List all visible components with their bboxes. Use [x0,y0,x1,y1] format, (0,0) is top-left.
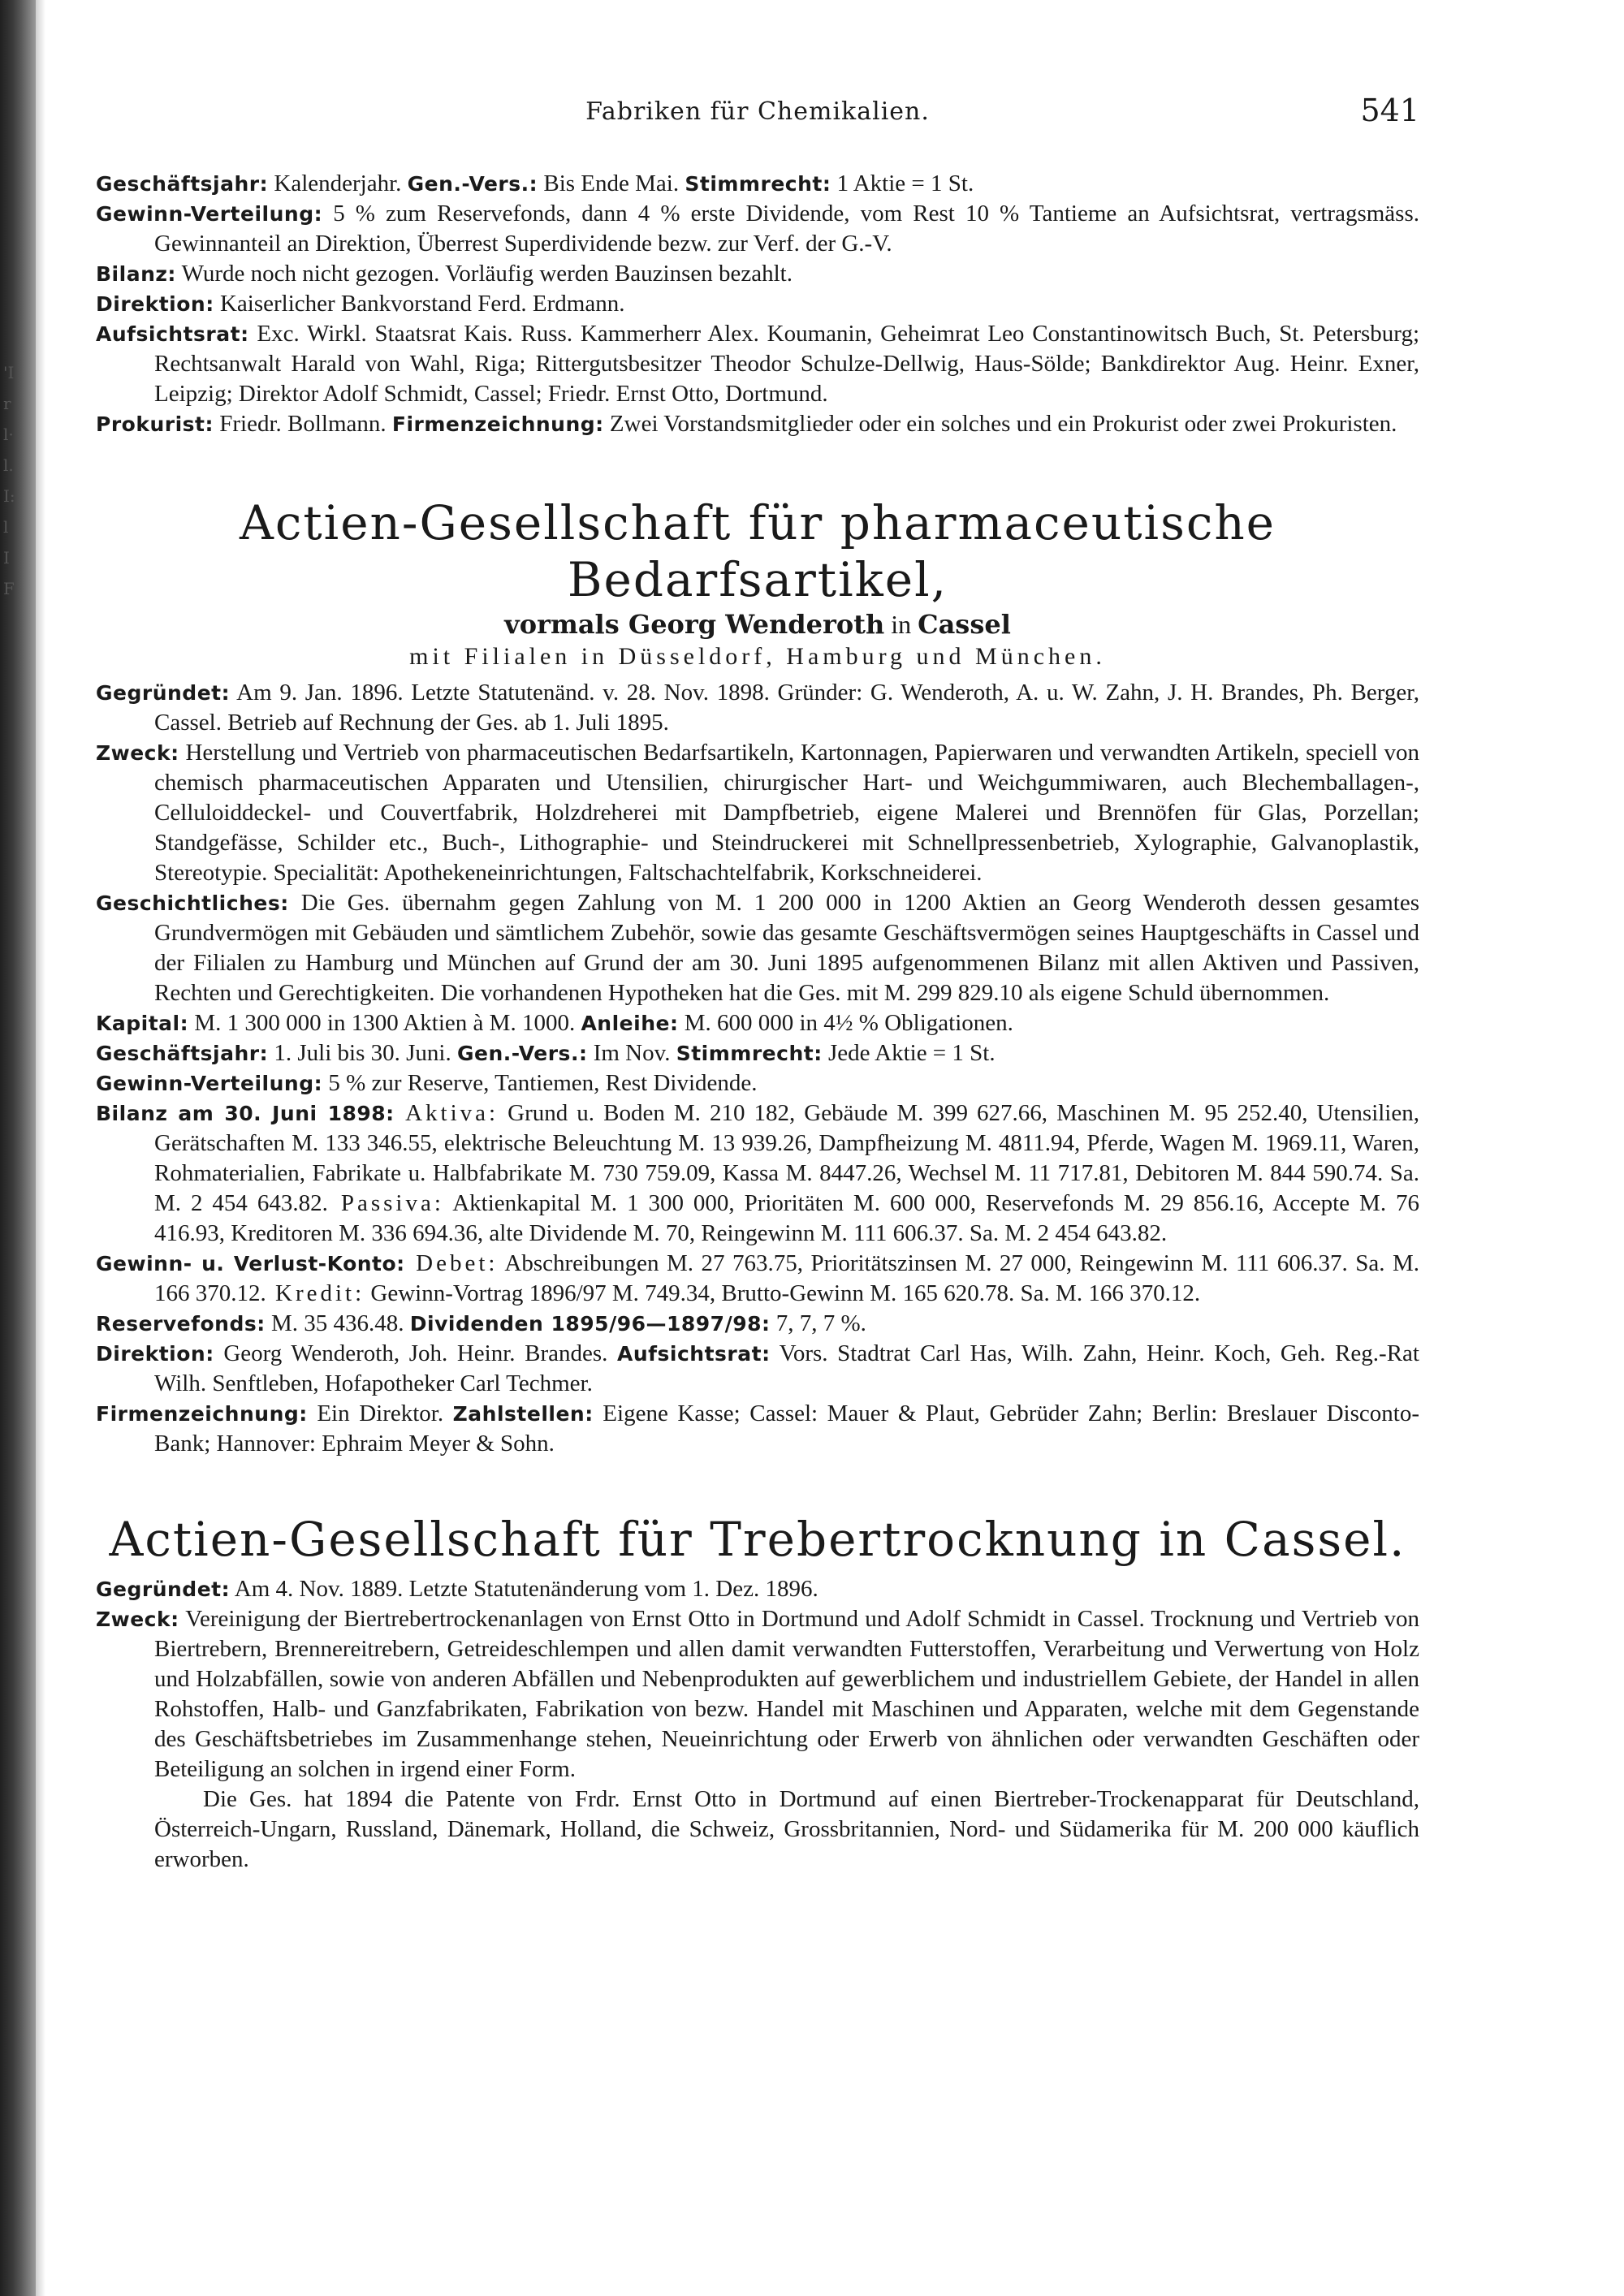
entry-label: Zahlstellen: [452,1402,594,1426]
entry-geschaeftsjahr [96,1038,1419,1068]
entry-text: M. 1 300 000 in 1300 Aktien à M. 1000. [188,1010,581,1036]
entry-text: Abschreibungen M. 27 763.75, Prioritätszinsen M. 27 000, Reingewinn M. 111 606.37. Sa. M. 166 370.12. [154,1250,1419,1306]
company-title: Actien-Gesellschaft für pharmaceutische Bedarfsartikel, [239,495,1276,607]
entry-label: Zweck: [96,741,179,765]
entry-text: Georg Wenderoth, Joh. Heinr. Brandes. [214,1340,617,1366]
entry-bilanz [96,259,1419,289]
entry-text: Friedr. Bollmann. [213,411,392,437]
entry-text: Grund u. Boden M. 210 182, Gebäude M. 399 627.66, Maschinen M. 95 252.40, Utensilien, Gerätschaften M. 133 346.55, elektrische Beleuchtung M. 13 939.26, Dampfheizung M. 4811.94, Pferde, Wagen M. 1969.11, Waren, Rohmaterialien, Fabrikate u. Halbfabrikate M. 730 759.09, Kassa M. 8447.26, Wechsel M. 11 717.81, Debitoren M. 844 590.74. Sa. M. 2 454 643.82. [154,1100,1419,1216]
entry-gewinn-verteilung [96,1068,1419,1098]
entry-label: Geschichtliches: [96,891,289,915]
entry-text: Die Ges. übernahm gegen Zahlung von M. 1 200 000 in 1200 Aktien an Georg Wenderoth dessen gesamtes Grundvermögen mit Gebäuden und sämtlichem Zubehör, sowie das gesamte Geschäftsvermögen seines Hauptgeschäfts in Cassel und der Filialen zu Hamburg und München auf Grund der am 30. Juni 1895 aufgenommenen Bilanz mit allen Aktiven und Passiven, Rechten und Gerechtigkeiten. Die vorhandenen Hypotheken hat die Ges. mit M. 299 829.10 als eigene Schuld übernommen. [154,890,1419,1006]
entry-label: Bilanz: [96,262,176,286]
margin-mark: F [3,579,15,598]
entry-text: Aktienkapital M. 1 300 000, Prioritäten M. 600 000, Reservefonds M. 29 856.16, Accepte M. 76 416.93, Kreditoren M. 336 694.36, alte Dividende M. 70, Reingewinn M. 111 606.37. Sa. M. 2 454 643.82. [154,1190,1420,1246]
entry-subheading: Passiva: [327,1190,444,1216]
entry-label: Bilanz am 30. Juni 1898: [96,1102,395,1125]
margin-mark: 'I [3,363,15,382]
entry-text: 1 Aktie = 1 St. [831,170,974,196]
entry-label: Direktion: [96,292,214,316]
entry-bilanz-1898 [96,1098,1419,1249]
entry-label: Direktion: [96,1342,214,1366]
entry-text: Ein Direktor. [307,1400,453,1426]
margin-mark: r [3,394,11,413]
entry-text: Kaiserlicher Bankvorstand Ferd. Erdmann. [214,291,625,317]
entry-text: Im Nov. [587,1040,676,1066]
company-heading [96,494,1419,673]
margin-bleed-marks [3,357,15,604]
entry-direktion [96,289,1419,319]
entry-label: Gen.-Vers.: [456,1042,588,1065]
entry-text: Kalenderjahr. [268,170,408,196]
entry-text: Vereinigung der Biertrebertrockenanlagen von Ernst Otto in Dortmund und Adolf Schmidt in Cassel. Trocknung und Vertrieb von Biertrebern, Brennereitrebern, Getreideschlempen und allen damit verwandten Futterstoffen, Verarbeitung und Verwertung von Holz und Holzabfällen, sowie von anderen Abfällen und Nebenprodukten auf gewerblichem und industriellem Gebiete, der Handel in allen Rohstoffen, Halb- und Ganzfabrikaten, Fabrikation von bezw. Handel mit Maschinen und Apparaten, welche mit dem Gegenstande des Geschäftsbetriebes im Zusammenhange stehen, Neueinrichtung oder Erwerb von ähnlichen oder verwandten Geschäften oder Beteiligung an solchen in irgend einer Form. [154,1606,1419,1782]
entry-label: Gewinn- u. Verlust-Konto: [96,1252,405,1275]
entry-label: Gegründet: [96,681,231,705]
entry-label: Stimmrecht: [676,1042,823,1065]
book-page [96,93,1420,1875]
entry-reservefonds [96,1309,1419,1339]
entry-label: Gewinn-Verteilung: [96,1072,323,1095]
margin-mark: l [3,517,9,537]
entry-text: 1. Juli bis 30. Juni. [268,1040,457,1066]
entry-kapital [96,1008,1419,1038]
company-branches: mit Filialen in Düsseldorf, Hamburg und München. [409,643,1106,670]
entry-text: 5 % zur Reserve, Tantiemen, Rest Dividende. [322,1070,758,1096]
entry-text: Am 4. Nov. 1889. Letzte Statutenänderung vom 1. Dez. 1896. [230,1576,818,1602]
entry-label: Prokurist: [96,412,214,436]
entry-geschaeftsjahr [96,169,1419,199]
margin-mark: I: [3,486,15,506]
entry-zweck [96,738,1419,888]
entry-direktion [96,1339,1419,1399]
entry-text: 7, 7, 7 %. [770,1310,866,1336]
entry-text: Zwei Vorstandsmitglieder oder ein solches und ein Prokurist oder zwei Prokuristen. [603,411,1397,437]
entry-text: Exc. Wirkl. Staatsrat Kais. Russ. Kammerherr Alex. Koumanin, Geheimrat Leo Constantinowitsch Buch, St. Petersburg; Rechtsanwalt Harald von Wahl, Riga; Rittergutsbesitzer Theodor Schulze-Dellwig, Haus-Sölde; Bankdirektor Aug. Heinr. Exner, Leipzig; Direktor Adolf Schmidt, Cassel; Friedr. Ernst Otto, Dortmund. [154,321,1419,407]
entry-label: Geschäftsjahr: [96,1042,269,1065]
entry-gewinn-verlust-konto [96,1249,1419,1309]
entry-prokurist [96,409,1419,439]
entry-aufsichtsrat [96,319,1419,409]
entry-zweck [96,1604,1419,1785]
subtitle-in: in [884,610,918,639]
entry-text: M. 35 436.48. [265,1310,410,1336]
company-title: Actien-Gesellschaft für Trebertrocknung in Cassel. [109,1512,1406,1567]
entry-text: Wurde noch nicht gezogen. Vorläufig werden Bauzinsen bezahlt. [175,261,793,287]
entry-text: 5 % zum Reservefonds, dann 4 % erste Dividende, vom Rest 10 % Tantieme an Aufsichtsrat, vertragsmäss. Gewinnanteil an Direktion, Überrest Superdividende bezw. zur Verf. der G.-V. [154,201,1419,257]
entry-label: Reservefonds: [96,1312,266,1336]
entry-subheading: Aktiva: [394,1100,499,1126]
margin-mark: I [3,548,10,568]
entry-label: Zweck: [96,1608,179,1631]
company-section-pharma [96,494,1419,1459]
entry-text: Am 9. Jan. 1896. Letzte Statutenänd. v. 28. Nov. 1898. Gründer: G. Wenderoth, A. u. W. Zahn, J. H. Brandes, Ph. Berger, Cassel. Betrieb auf Rechnung der Ges. ab 1. Juli 1895. [154,680,1419,736]
entry-subheading: Debet: [404,1250,499,1276]
entry-text: Herstellung und Vertrieb von pharmaceutischen Bedarfsartikeln, Kartonnagen, Papierwaren und verwandten Artikeln, speciell von chemisch pharmaceutischen Apparaten und Utensilien, chirurgischer Hart- und Weichgummiwaren, auch Blechemballagen-, Celluloiddeckel- und Couvertfabrik, Holzdreherei mit Dampfbetrieb, eigene Malerei und Brennöfen für Glas, Porzellan; Standgefässe, Schilder etc., Buch-, Lithographie- und Steindruckerei mit Schnellpressenbetrieb, Xylographie, Galvanoplastik, Stereotypie. Specialität: Apothekeneinrichtungen, Faltschachtelfabrik, Korkschneiderei. [154,740,1419,886]
company-section-trebertrocknung [96,1511,1419,1875]
entry-text: Eigene Kasse; Cassel: Mauer & Plaut, Gebrüder Zahn; Berlin: Breslauer Disconto-Bank; Hannover: Ephraim Meyer & Sohn. [154,1400,1419,1457]
entry-subheading: Kredit: [266,1280,365,1306]
page-number: 541 [1360,93,1419,128]
running-title: Fabriken für Chemikalien. [585,97,930,126]
entry-label: Firmenzeichnung: [391,412,604,436]
company-city: Cassel [918,609,1011,640]
company-subtitle [96,608,1419,641]
entry-gegruendet [96,678,1419,738]
entry-label: Kapital: [96,1012,189,1035]
entry-label: Dividenden 1895/96—1897/98: [409,1312,771,1336]
entry-label: Gewinn-Verteilung: [96,202,323,226]
running-header [96,93,1419,146]
entry-text: Gewinn-Vortrag 1896/97 M. 749.34, Brutto-Gewinn M. 165 620.78. Sa. M. 166 370.12. [365,1280,1201,1306]
history-paragraph: Die Ges. hat 1894 die Patente von Frdr. Ernst Otto in Dortmund auf einen Biertreber-Trockenapparat für Deutschland, Österreich-Ungarn, Russland, Dänemark, Holland, die Schweiz, Grossbritannien, Nord- und Südamerika für M. 200 000 käuflich erworben. [154,1786,1419,1872]
entry-text: M. 600 000 in 4½ % Obligationen. [678,1010,1013,1036]
entry-label: Firmenzeichnung: [96,1402,308,1426]
book-binding-edge [36,0,45,2296]
entry-text: Bis Ende Mai. [538,170,685,196]
entry-geschichtliches [96,888,1419,1008]
entry-label: Aufsichtsrat: [617,1342,771,1366]
entry-label: Stimmrecht: [685,172,831,196]
margin-mark: l· [3,425,14,444]
entry-label: Geschäftsjahr: [96,172,269,196]
entry-text: Jede Aktie = 1 St. [822,1040,996,1066]
previous-company-section [96,169,1419,439]
company-former-name: vormals Georg Wenderoth [504,609,885,640]
entry-text: Vors. Stadtrat Carl Has, Wilh. Zahn, Heinr. Koch, Geh. Reg.-Rat Wilh. Senftleben, Hofapotheker Carl Techmer. [154,1340,1419,1396]
margin-mark: l. [3,455,14,475]
entry-label: Gen.-Vers.: [407,172,538,196]
entry-gewinn-verteilung [96,199,1419,259]
entry-label: Aufsichtsrat: [96,322,249,346]
entry-label: Gegründet: [96,1577,231,1601]
entry-gegruendet [96,1574,1419,1604]
entry-label: Anleihe: [581,1012,679,1035]
book-binding-shadow [0,0,36,2296]
entry-firmenzeichnung [96,1399,1419,1459]
